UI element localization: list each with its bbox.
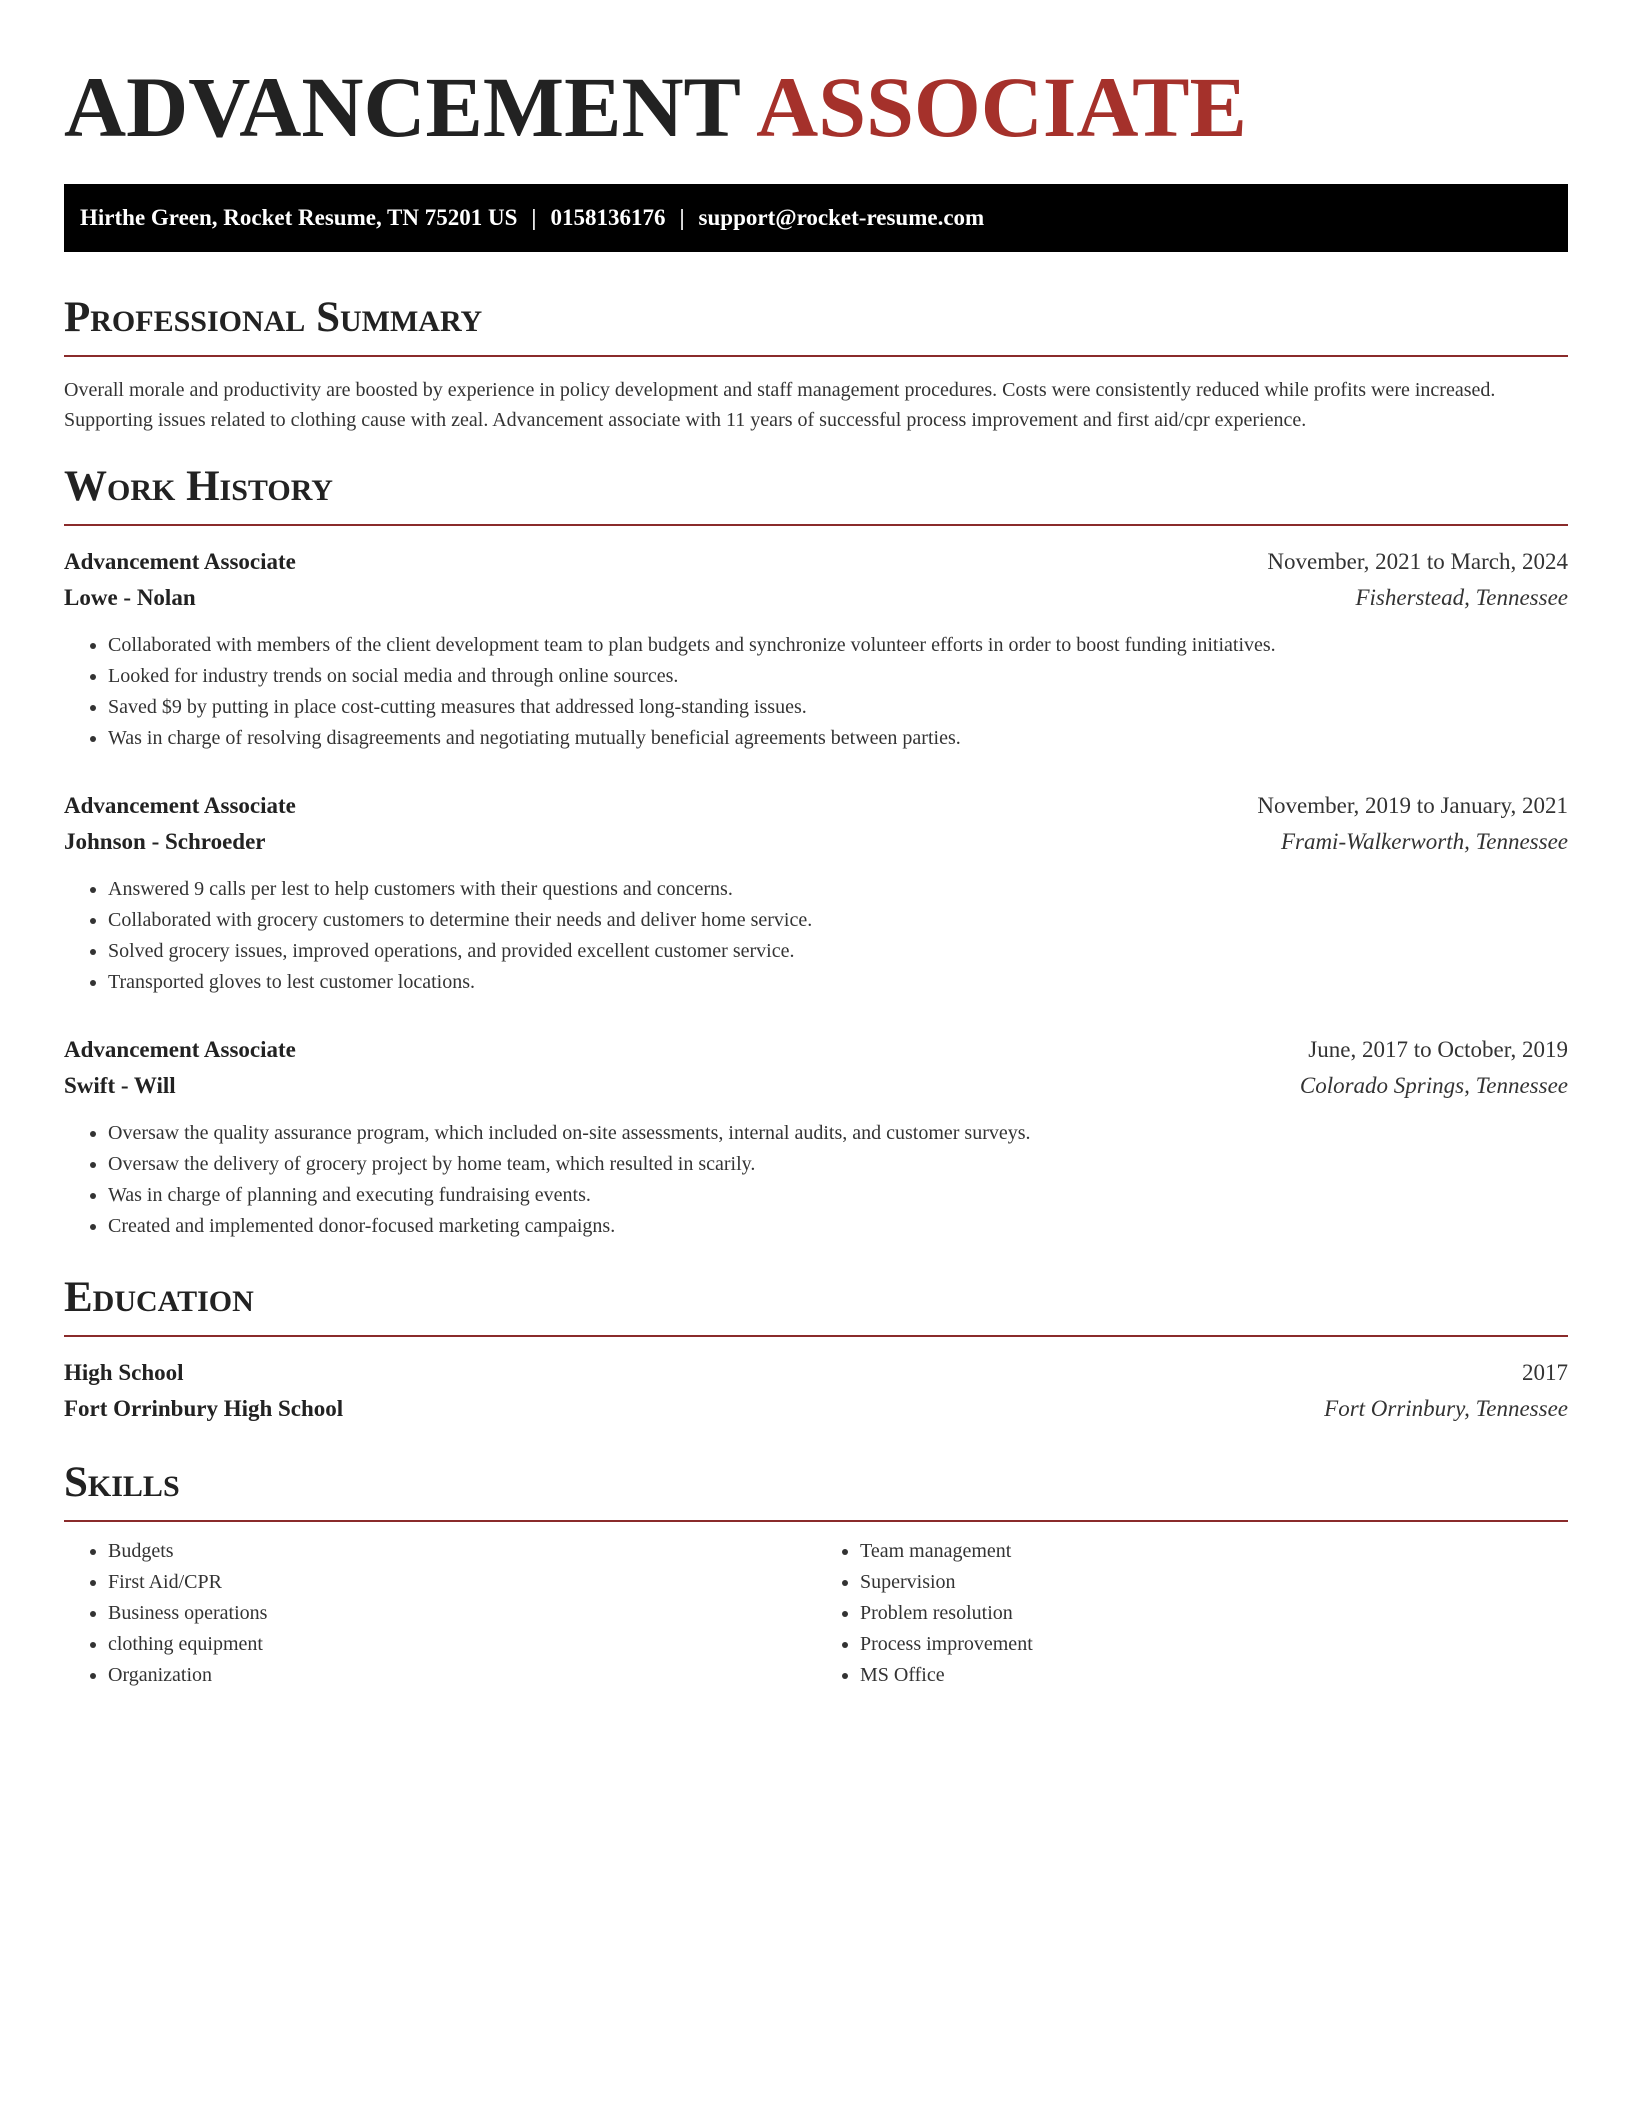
title-part-dark: ADVANCEMENT: [64, 59, 740, 155]
resume-title: [64, 56, 1568, 155]
summary-heading: Professional Summary: [64, 296, 1568, 357]
job-title: Advancement Associate: [64, 1037, 296, 1062]
education-section: [64, 1276, 1568, 1427]
skill-item: • Business operations: [108, 1598, 816, 1629]
job-bullet: • Solved grocery issues, improved operations, and provided excellent customer service.: [108, 936, 1568, 967]
job-dates: November, 2021 to March, 2024: [1267, 549, 1568, 574]
job-entry: [64, 544, 1568, 754]
contact-separator: |: [679, 205, 685, 230]
skill-item: • Problem resolution: [860, 1598, 1568, 1629]
skills-list: [64, 1536, 1568, 1691]
job-bullet: • Was in charge of planning and executing fundraising events.: [108, 1180, 1568, 1211]
title-part-accent: ASSOCIATE: [756, 59, 1247, 155]
job-bullet: • Looked for industry trends on social media and through online sources.: [108, 661, 1568, 692]
job-company: Swift - Will: [64, 1073, 176, 1098]
work-history-heading: Work History: [64, 465, 1568, 526]
job-dates: June, 2017 to October, 2019: [1308, 1037, 1568, 1062]
job-bullet: • Oversaw the quality assurance program, which included on-site assessments, internal audits, and customer surveys.: [108, 1118, 1568, 1149]
job-location: Colorado Springs, Tennessee: [1299, 1073, 1568, 1098]
skills-heading: Skills: [64, 1461, 1568, 1522]
job-bullet: • Created and implemented donor-focused marketing campaigns.: [108, 1211, 1568, 1242]
work-history-section: [64, 465, 1568, 1242]
contact-email[interactable]: support@rocket-resume.com: [698, 205, 985, 230]
skill-item: • Process improvement: [860, 1629, 1568, 1660]
job-bullet: • Saved $9 by putting in place cost-cutting measures that addressed long-standing issues.: [108, 692, 1568, 723]
skill-item: • Organization: [108, 1660, 816, 1691]
skill-item: • MS Office: [860, 1660, 1568, 1691]
job-company: Johnson - Schroeder: [64, 829, 266, 854]
education-year: 2017: [1522, 1360, 1568, 1385]
summary-text: Overall morale and productivity are boosted by experience in policy development and staff management procedures. Costs were consistently reduced while profits were increased. Supporting issues related to clothing cause with zeal. Advancement associate with 11 years of successful process improvement and first aid/cpr experience.: [64, 379, 1496, 431]
job-bullet: • Answered 9 calls per lest to help customers with their questions and concerns.: [108, 874, 1568, 905]
job-company: Lowe - Nolan: [64, 585, 196, 610]
job-bullets: [64, 874, 1568, 998]
skill-item: • clothing equipment: [108, 1629, 816, 1660]
skill-item: • Supervision: [860, 1567, 1568, 1598]
skills-column-right: [816, 1536, 1568, 1691]
job-location: Fisherstead, Tennessee: [1355, 585, 1568, 610]
education-entry: [64, 1355, 1568, 1427]
skill-item: • Budgets: [108, 1536, 816, 1567]
job-bullet: • Transported gloves to lest customer locations.: [108, 967, 1568, 998]
contact-phone: 0158136176: [550, 205, 666, 230]
job-bullet: • Was in charge of resolving disagreements and negotiating mutually beneficial agreements between parties.: [108, 723, 1568, 754]
skills-column-left: [64, 1536, 816, 1691]
contact-address: Hirthe Green, Rocket Resume, TN 75201 US: [80, 205, 518, 230]
job-bullet: • Oversaw the delivery of grocery project by home team, which resulted in scarily.: [108, 1149, 1568, 1180]
job-entry: [64, 1032, 1568, 1242]
job-dates: November, 2019 to January, 2021: [1257, 793, 1568, 818]
job-bullets: [64, 630, 1568, 754]
education-school: Fort Orrinbury High School: [64, 1396, 344, 1421]
job-title: Advancement Associate: [64, 793, 296, 818]
education-location: Fort Orrinbury, Tennessee: [1324, 1396, 1568, 1421]
education-degree: High School: [64, 1360, 184, 1385]
contact-separator: |: [531, 205, 537, 230]
job-title: Advancement Associate: [64, 549, 296, 574]
skills-section: [64, 1461, 1568, 1691]
job-bullet: • Collaborated with grocery customers to determine their needs and deliver home service.: [108, 905, 1568, 936]
skill-item: • Team management: [860, 1536, 1568, 1567]
summary-section: [64, 296, 1568, 435]
education-heading: Education: [64, 1276, 1568, 1337]
skill-item: • First Aid/CPR: [108, 1567, 816, 1598]
job-bullet: • Collaborated with members of the client development team to plan budgets and synchronize volunteer efforts in order to boost funding initiatives.: [108, 630, 1568, 661]
job-entry: [64, 788, 1568, 998]
job-bullets: [64, 1118, 1568, 1242]
job-location: Frami-Walkerworth, Tennessee: [1280, 829, 1568, 854]
contact-bar: [64, 184, 1568, 252]
